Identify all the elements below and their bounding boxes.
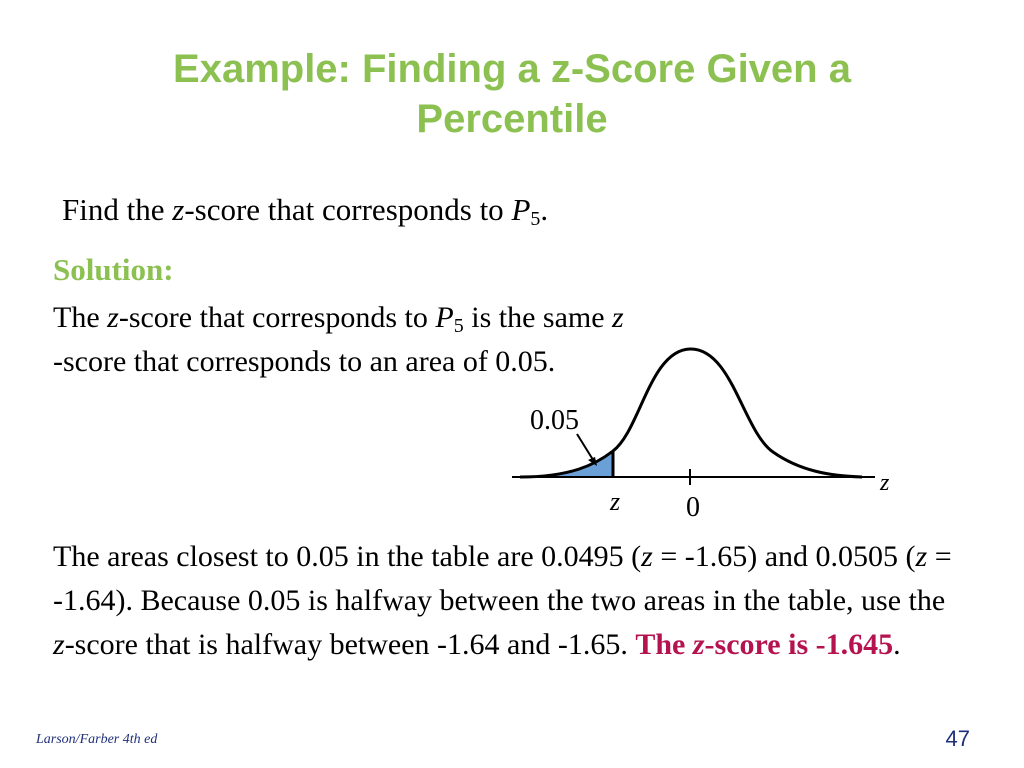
z-symbol: z: [915, 540, 928, 573]
question-part: .: [540, 192, 549, 227]
z-value-label: z: [610, 487, 621, 516]
page-number: 47: [945, 726, 970, 751]
z-symbol: z: [612, 301, 624, 334]
answer-part: -score is -1.645: [704, 628, 894, 661]
text-part: -score that is halfway between -1.64 and -1.65.: [64, 628, 636, 661]
area-label: 0.05: [530, 405, 579, 436]
text-part: is the same: [463, 301, 613, 334]
text-part: The areas closest to 0.05 in the table are 0.0495 (: [53, 540, 642, 573]
z-symbol: z: [692, 628, 705, 661]
text-part: -score that corresponds to an area of 0.05.: [53, 345, 556, 378]
text-part: .: [893, 628, 901, 661]
title-line-2: Percentile: [416, 97, 608, 141]
p-subscript: 5: [453, 315, 464, 337]
text-part: The: [53, 301, 108, 334]
question-part: Find the: [62, 192, 173, 227]
question-part: -score that corresponds to: [184, 192, 512, 227]
slide-title: [60, 44, 964, 144]
axis-label: z: [880, 470, 890, 496]
title-line-1: Example: Finding a z-Score Given a: [173, 47, 851, 91]
z-symbol: z: [172, 192, 185, 227]
z-symbol: z: [641, 540, 653, 573]
zero-label: 0: [686, 492, 700, 523]
p-subscript: 5: [530, 208, 541, 230]
text-part: = -1.64). Because 0.05 is halfway between the two areas in the table, use the: [53, 540, 952, 617]
z-symbol: z: [53, 628, 65, 661]
question-text: [62, 190, 548, 230]
solution-paragraph-2: [53, 535, 973, 667]
footer-credit: Larson/Farber 4th ed: [36, 732, 158, 747]
z-symbol: z: [107, 301, 119, 334]
text-part: = -1.65) and 0.0505 (: [652, 540, 916, 573]
answer-highlight: [635, 628, 893, 661]
text-part: -score that corresponds to: [118, 301, 436, 334]
answer-part: The: [635, 628, 693, 661]
p-symbol: P: [511, 192, 531, 227]
solution-label: Solution:: [53, 252, 174, 287]
p-symbol: P: [435, 301, 454, 334]
